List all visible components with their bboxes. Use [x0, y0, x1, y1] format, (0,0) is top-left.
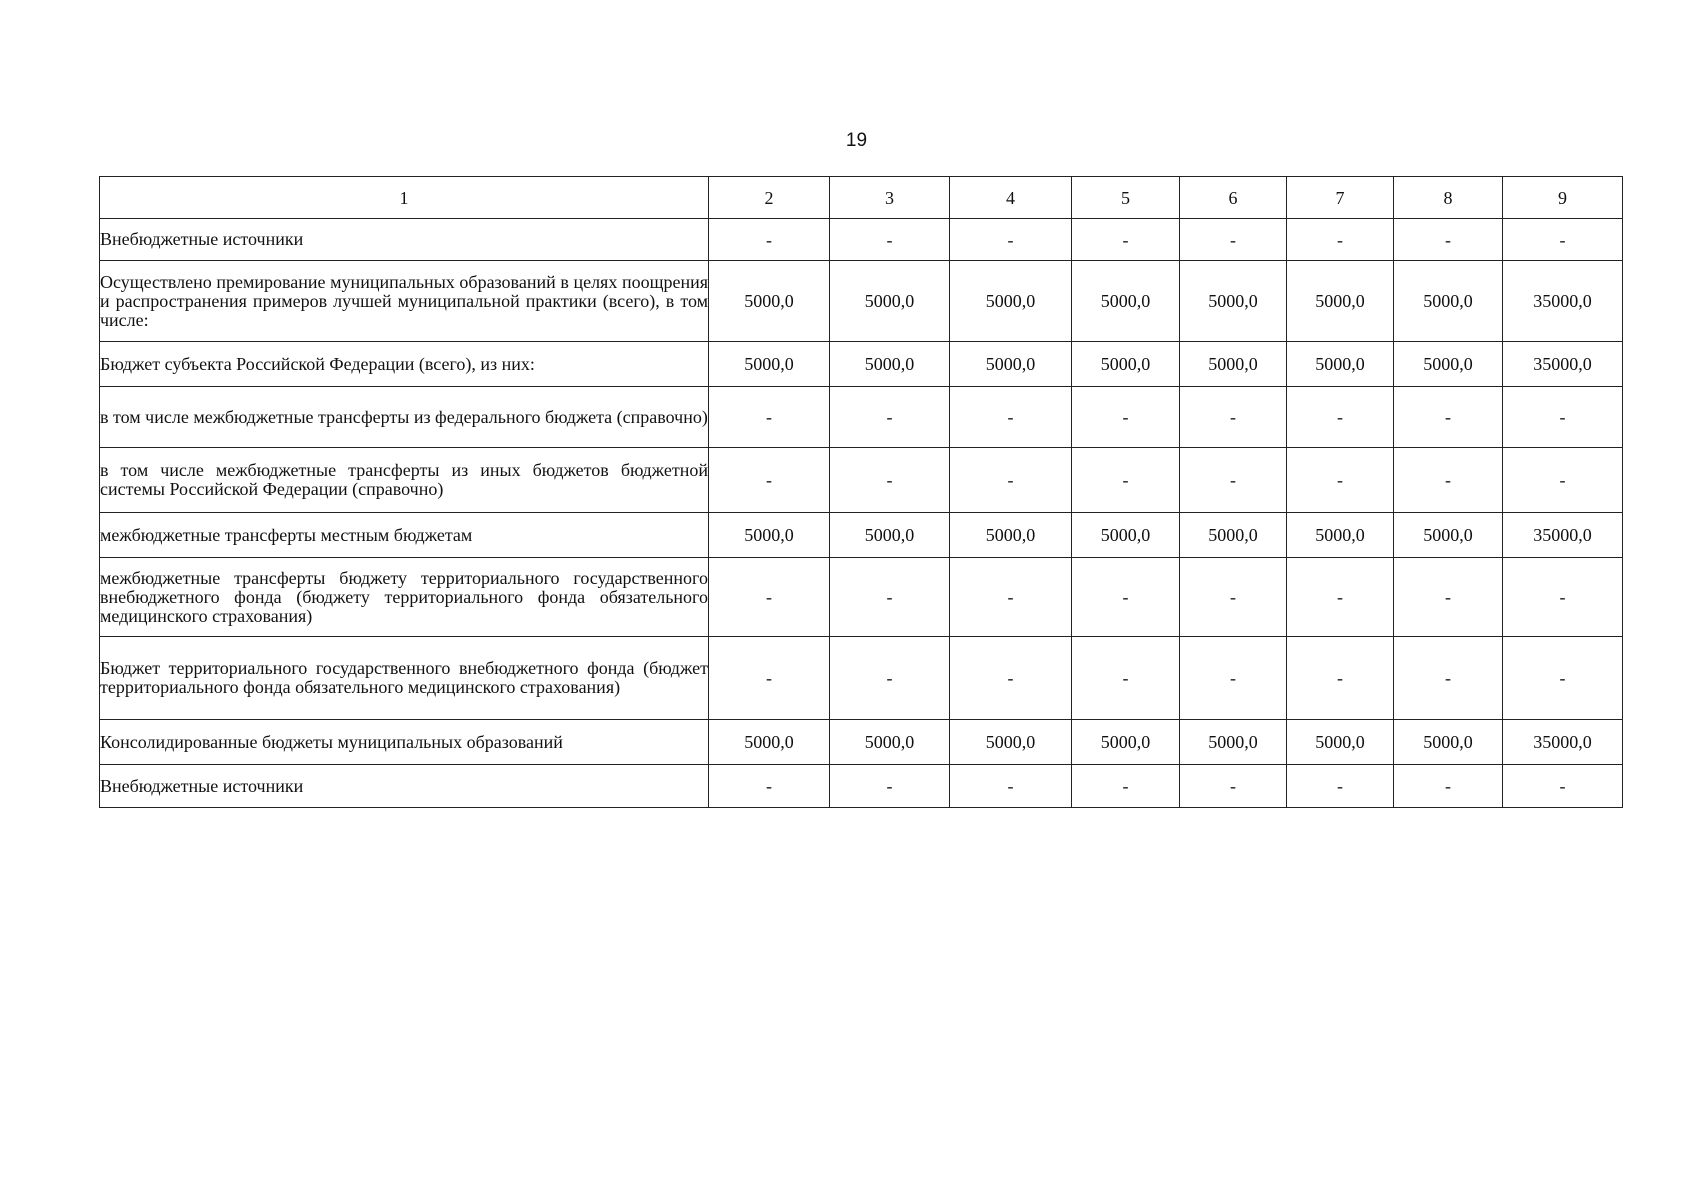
table-cell: - [1180, 637, 1287, 720]
budget-table [99, 176, 1623, 808]
table-row [100, 637, 1623, 720]
table-cell: - [830, 387, 950, 448]
table-cell: - [1180, 558, 1287, 637]
table-row [100, 342, 1623, 387]
row-label: Бюджет территориального государственного внебюджетного фонда (бюджет территориального фонда обязательного медицинского страхования) [100, 637, 709, 720]
row-label: Внебюджетные источники [100, 765, 709, 808]
table-row [100, 558, 1623, 637]
table-cell: - [830, 637, 950, 720]
table-cell: - [950, 558, 1072, 637]
table-cell: - [1503, 387, 1623, 448]
row-label: Осуществлено премирование муниципальных образований в целях поощрения и распространения примеров лучшей муниципальной практики (всего), в том числе: [100, 261, 709, 342]
table-cell: 5000,0 [1287, 513, 1394, 558]
row-label: в том числе межбюджетные трансферты из иных бюджетов бюджетной системы Российской Федерации (справочно) [100, 448, 709, 513]
column-header: 5 [1072, 177, 1180, 219]
table-cell: - [709, 765, 830, 808]
table-cell: 5000,0 [1287, 261, 1394, 342]
table-cell: - [709, 637, 830, 720]
table-cell: - [709, 558, 830, 637]
table-cell: - [1287, 637, 1394, 720]
table-cell: 5000,0 [830, 261, 950, 342]
table-row [100, 387, 1623, 448]
row-label: в том числе межбюджетные трансферты из федерального бюджета (справочно) [100, 387, 709, 448]
column-header: 3 [830, 177, 950, 219]
column-header: 8 [1394, 177, 1503, 219]
table-cell: 35000,0 [1503, 720, 1623, 765]
table-cell: 5000,0 [709, 513, 830, 558]
table-cell: 5000,0 [950, 513, 1072, 558]
table-cell: - [1503, 448, 1623, 513]
table-row [100, 448, 1623, 513]
table-cell: 5000,0 [1180, 261, 1287, 342]
table-cell: 5000,0 [1180, 513, 1287, 558]
table-cell: 5000,0 [950, 342, 1072, 387]
row-label: Консолидированные бюджеты муниципальных образований [100, 720, 709, 765]
table-header-row [100, 177, 1623, 219]
table-cell: - [1394, 448, 1503, 513]
table-cell: 5000,0 [1180, 720, 1287, 765]
table-cell: - [1503, 765, 1623, 808]
table-cell: - [1072, 219, 1180, 261]
table-cell: - [1503, 219, 1623, 261]
table-cell: - [1503, 558, 1623, 637]
table-cell: 5000,0 [1394, 513, 1503, 558]
table-cell: - [1180, 387, 1287, 448]
table-cell: - [1287, 448, 1394, 513]
table-cell: 5000,0 [1394, 342, 1503, 387]
table-cell: - [1072, 448, 1180, 513]
table-cell: 5000,0 [1072, 342, 1180, 387]
column-header: 4 [950, 177, 1072, 219]
table-cell: - [1394, 637, 1503, 720]
table-cell: - [950, 765, 1072, 808]
table-cell: - [1394, 387, 1503, 448]
table-cell: - [1503, 637, 1623, 720]
table-cell: - [1072, 637, 1180, 720]
table-cell: 5000,0 [1072, 720, 1180, 765]
column-header: 7 [1287, 177, 1394, 219]
table-cell: - [1287, 219, 1394, 261]
table-cell: - [709, 448, 830, 513]
table-cell: - [1287, 765, 1394, 808]
table-cell: 5000,0 [1287, 342, 1394, 387]
table-cell: - [1180, 765, 1287, 808]
row-label: межбюджетные трансферты местным бюджетам [100, 513, 709, 558]
row-label: Внебюджетные источники [100, 219, 709, 261]
column-header: 6 [1180, 177, 1287, 219]
table-cell: 5000,0 [830, 513, 950, 558]
table-cell: - [709, 387, 830, 448]
table-cell: - [950, 637, 1072, 720]
table-cell: - [1072, 558, 1180, 637]
table-cell: - [1287, 558, 1394, 637]
table-cell: 35000,0 [1503, 261, 1623, 342]
table-cell: 35000,0 [1503, 342, 1623, 387]
table-cell: - [950, 448, 1072, 513]
table-cell: - [830, 448, 950, 513]
table-cell: - [830, 765, 950, 808]
table-row [100, 219, 1623, 261]
table-row [100, 720, 1623, 765]
table-cell: 5000,0 [830, 342, 950, 387]
row-label: Бюджет субъекта Российской Федерации (всего), из них: [100, 342, 709, 387]
column-header: 2 [709, 177, 830, 219]
table-row [100, 513, 1623, 558]
table-cell: 5000,0 [709, 342, 830, 387]
table-cell: 5000,0 [1180, 342, 1287, 387]
table-cell: - [1072, 387, 1180, 448]
table-cell: - [830, 558, 950, 637]
table-cell: - [1180, 219, 1287, 261]
table-cell: 5000,0 [950, 261, 1072, 342]
table-cell: - [1394, 765, 1503, 808]
table-cell: - [1394, 219, 1503, 261]
table-cell: 5000,0 [709, 261, 830, 342]
table-cell: - [950, 219, 1072, 261]
table-cell: - [1072, 765, 1180, 808]
table-cell: 5000,0 [1394, 261, 1503, 342]
table-cell: - [1394, 558, 1503, 637]
table-cell: - [950, 387, 1072, 448]
table-cell: 5000,0 [1072, 513, 1180, 558]
table-row [100, 261, 1623, 342]
table-cell: 5000,0 [950, 720, 1072, 765]
table-cell: 35000,0 [1503, 513, 1623, 558]
table-cell: 5000,0 [1287, 720, 1394, 765]
table-cell: 5000,0 [1072, 261, 1180, 342]
column-header: 9 [1503, 177, 1623, 219]
table-cell: - [709, 219, 830, 261]
table-cell: 5000,0 [1394, 720, 1503, 765]
table-cell: 5000,0 [830, 720, 950, 765]
table-cell: - [1287, 387, 1394, 448]
row-label: межбюджетные трансферты бюджету территориального государственного внебюджетного фонда (бюджету территориального фонда обязательного медицинского страхования) [100, 558, 709, 637]
page-number: 19 [845, 130, 868, 151]
table-cell: 5000,0 [709, 720, 830, 765]
column-header: 1 [100, 177, 709, 219]
table-cell: - [1180, 448, 1287, 513]
table-cell: - [830, 219, 950, 261]
table-row [100, 765, 1623, 808]
